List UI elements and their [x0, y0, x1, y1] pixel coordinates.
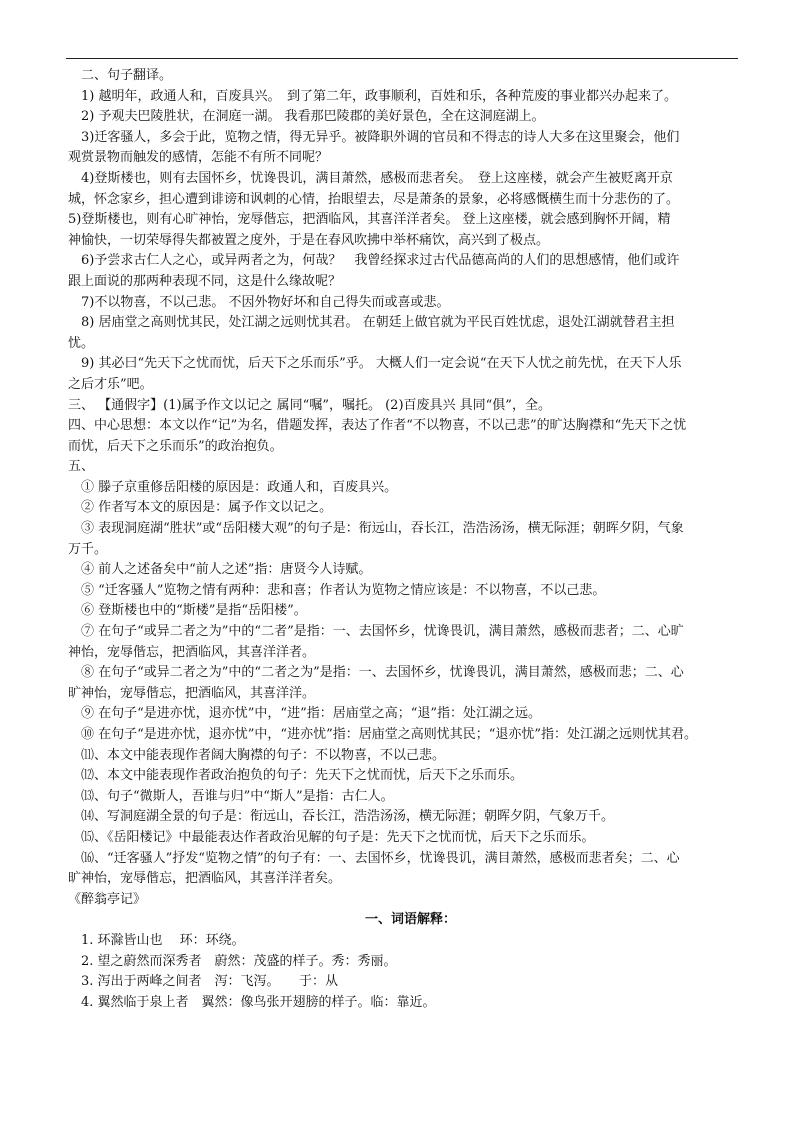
text-line: ③ 表现洞庭湖“胜状”或“岳阳楼大观”的句子是：衔远山，吞长江，浩浩汤汤，横无际涯；朝晖夕阴，气象 [68, 521, 684, 537]
text-line: ⑤ “迁客骚人”览物之情有两种：悲和喜；作者认为览物之情应该是：不以物喜，不以己悲。 [68, 582, 606, 598]
text-line: 9) 其必曰“先天下之忧而忧，后天下之乐而乐”乎。 大概人们一定会说“在天下人忧之前先忧，在天下人乐 [68, 356, 682, 372]
text-line: 3)迁客骚人，多会于此，览物之情，得无异乎。被降职外调的官员和不得志的诗人大多在这里聚会，他们 [68, 129, 680, 145]
text-line: 神怡，宠辱偕忘，把酒临风，其喜洋洋者。 [68, 644, 316, 660]
document-body [68, 66, 740, 1013]
text-line: 万千。 [68, 541, 108, 557]
text-line: 8) 居庙堂之高则忧其民，处江湖之远则忧其君。 在朝廷上做官就为平民百姓忧虑，退处江湖就替君主担 [68, 315, 675, 331]
text-line: ⒀、句子“微斯人，吾谁与归”中“斯人”是指：古仁人。 [68, 788, 394, 804]
text-line: 观赏景物而触发的感情，怎能不有所不同呢？ [68, 150, 329, 166]
text-line: 7)不以物喜，不以己悲。 不因外物好坏和自己得失而或喜或悲。 [68, 294, 450, 310]
text-line: 1) 越明年，政通人和，百废具兴。 到了第二年，政事顺利，百姓和乐，各种荒废的事业都兴办起来了。 [68, 88, 677, 104]
text-line: 五、 [68, 459, 95, 475]
text-line: 而忧，后天下之乐而乐”的政治抱负。 [68, 438, 283, 454]
text-line: 神愉快，一切荣辱得失都被置之度外，于是在春风吹拂中举杯痛饮，高兴到了极点。 [68, 232, 550, 248]
text-line: 4)登斯楼也，则有去国怀乡，忧谗畏讥，满目萧然，感极而悲者矣。 登上这座楼，就会产生被贬离开京 [68, 170, 673, 186]
text-line: ⑦ 在句子“或异二者之为”中的“二者”是指：一、去国怀乡，忧谗畏讥，满目萧然，感极而悲者；二、心旷 [68, 624, 684, 640]
text-line: ① 滕子京重修岳阳楼的原因是：政通人和，百废具兴。 [68, 479, 398, 495]
text-line: ⒂、《岳阳楼记》中最能表达作者政治见解的句子是：先天下之忧而忧，后天下之乐而乐。 [68, 829, 595, 845]
text-line: 忧。 [68, 335, 95, 351]
text-line: ⑿、本文中能表现作者政治抱负的句子：先天下之忧而忧，后天下之乐而乐。 [68, 768, 524, 784]
section-title: 一、词语解释： [351, 912, 456, 928]
text-line: 6)予尝求古仁人之心，或异两者之为，何哉？ 我曾经探求过古代品德高尚的人们的思想感情，他们或许 [68, 253, 680, 269]
text-line: 4. 翼然临于泉上者 翼然：像鸟张开翅膀的样子。临：靠近。 [68, 994, 436, 1010]
text-line: 三、 【通假字】(1)属予作文以记之 属同“嘱”，嘱托。 (2)百废具兴 具同“俱”，全。 [68, 397, 551, 413]
text-line: 2) 予观夫巴陵胜状，在洞庭一湖。 我看那巴陵郡的美好景色，全在这洞庭湖上。 [68, 109, 545, 125]
text-line: ② 作者写本文的原因是：属予作文以记之。 [68, 500, 333, 516]
text-line: 2. 望之蔚然而深秀者 蔚然：茂盛的样子。秀：秀丽。 [68, 953, 397, 969]
text-line: ⑥ 登斯楼也中的“斯楼”是指“岳阳楼”。 [68, 603, 307, 619]
text-line: 1. 环滁皆山也 环：环绕。 [68, 932, 245, 948]
text-line: ⑩ 在句子“是进亦忧，退亦忧”中，“进亦忧”指：居庙堂之高则忧其民；“退亦忧”指：处江湖之远则忧其君。 [68, 727, 698, 742]
text-line: ④ 前人之述备矣中“前人之述”指：唐贤今人诗赋。 [68, 562, 372, 578]
text-line: 《醉翁亭记》 [68, 891, 147, 907]
text-line: 之后才乐”吧。 [68, 376, 153, 392]
text-line: 3. 泻出于两峰之间者 泻：飞泻。 于：从 [68, 974, 339, 990]
text-line: ⑧ 在句子“或异二者之为”中的“二者之为”是指：一、去国怀乡，忧谗畏讥，满目萧然，感极而悲；二、心 [68, 665, 684, 681]
text-line: ⑾、本文中能表现作者阔大胸襟的句子：不以物喜，不以己悲。 [68, 747, 446, 763]
text-line: 跟上面说的那两种表现不同，这是什么缘故呢？ [68, 273, 342, 289]
text-line: 城，怀念家乡，担心遭到诽谤和讽刺的心情，抬眼望去，尽是萧条的景象，必将感慨横生而十分悲伤的了。 [68, 191, 680, 207]
text-line: 四、中心思想：本文以作“记”为名，借题发挥，表达了作者“不以物喜，不以己悲”的旷达胸襟和“先天下之忧 [68, 418, 687, 434]
text-line: 旷神怡，宠辱偕忘，把酒临风，其喜洋洋。 [68, 685, 316, 701]
text-line: 5)登斯楼也，则有心旷神怡，宠辱偕忘，把酒临风，其喜洋洋者矣。 登上这座楼，就会感到胸怀开阔，精 [68, 212, 671, 228]
text-line: ⑨ 在句子“是进亦忧，退亦忧”中，“进”指：居庙堂之高；“退”指：处江湖之远。 [68, 706, 542, 722]
text-line: ⒁、写洞庭湖全景的句子是：衔远山，吞长江，浩浩汤汤，横无际涯；朝晖夕阴，气象万千。 [68, 809, 615, 825]
text-line: 二、句子翻译。 [68, 68, 173, 83]
text-line: 旷神怡，宠辱偕忘，把酒临风，其喜洋洋者矣。 [68, 871, 342, 887]
text-line: ⒃、“迁客骚人”抒发“览物之情”的句子有：一、去国怀乡，忧谗畏讥，满目萧然，感极而悲者矣；二、心 [68, 850, 680, 866]
header-rule [66, 58, 738, 59]
